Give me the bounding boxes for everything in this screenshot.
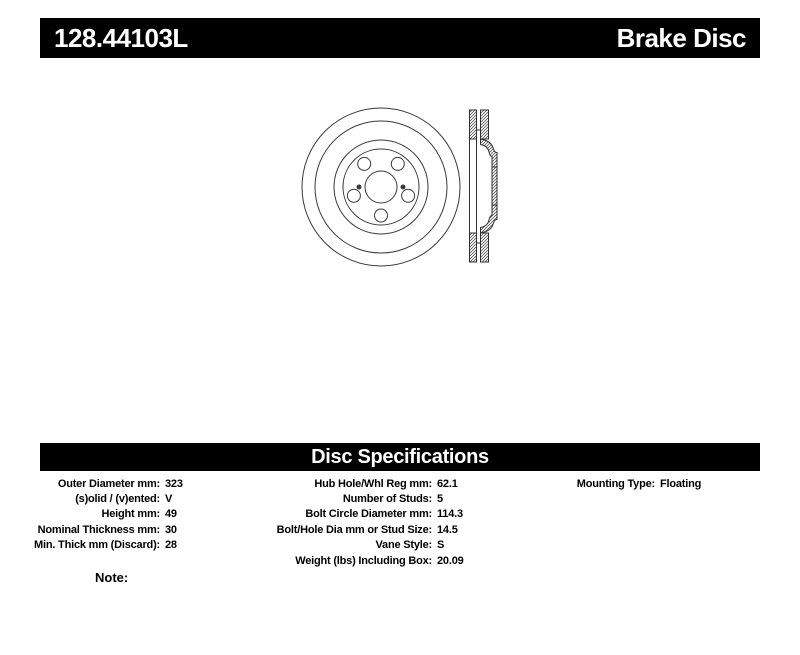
- part-number: 128.44103L: [54, 22, 188, 53]
- spec-label: Mounting Type:: [576, 477, 655, 490]
- spec-label: Vane Style:: [375, 539, 432, 552]
- spec-label: Nominal Thickness mm:: [37, 523, 160, 536]
- stud-hole: [347, 189, 360, 202]
- section-hat-profile: [481, 139, 498, 233]
- spec-value: 323: [165, 477, 183, 490]
- spec-label: Height mm:: [101, 508, 160, 521]
- braking-surface-inner-circle: [315, 121, 447, 253]
- disc-front-view: [302, 108, 460, 266]
- product-type: Brake Disc: [616, 22, 746, 53]
- spec-value: 62.1: [437, 477, 458, 490]
- spec-label: Hub Hole/Whl Reg mm:: [314, 477, 432, 490]
- note-label: Note:: [95, 570, 129, 585]
- spec-label: Bolt Circle Diameter mm:: [305, 508, 432, 521]
- spec-value: 28: [165, 539, 177, 552]
- stud-hole: [375, 209, 388, 222]
- brake-disc-drawing: [0, 58, 800, 438]
- spec-row: [30, 476, 183, 491]
- section-outer-plate-bottom: [470, 233, 477, 262]
- spec-value: 49: [165, 508, 177, 521]
- hub-outer-circle: [334, 140, 428, 234]
- section-inner-plate-top: [481, 110, 489, 139]
- spec-column-right: [545, 476, 701, 491]
- spec-row: [260, 476, 464, 491]
- disc-section-view: [470, 110, 498, 262]
- spec-value: Floating: [660, 477, 702, 490]
- locating-dot: [401, 185, 405, 189]
- spec-section-header: [40, 443, 760, 471]
- spec-value: 5: [437, 493, 443, 506]
- locating-dot: [357, 185, 361, 189]
- spec-column-left: [30, 476, 183, 553]
- spec-label: Bolt/Hole Dia mm or Stud Size:: [276, 523, 432, 536]
- stud-hole: [402, 189, 415, 202]
- spec-row: [30, 491, 183, 506]
- spec-value: 114.3: [437, 508, 463, 521]
- spec-row: [260, 522, 464, 537]
- spec-row: [260, 491, 464, 506]
- section-outer-plate-top: [470, 110, 477, 139]
- spec-column-middle: [260, 476, 464, 568]
- stud-hole: [391, 157, 404, 170]
- spec-label: Outer Diameter mm:: [57, 477, 160, 490]
- spec-row: [30, 507, 183, 522]
- spec-row: [30, 538, 183, 553]
- center-hole: [365, 171, 397, 203]
- spec-value: 30: [165, 523, 177, 536]
- spec-row: [260, 553, 464, 568]
- spec-row: [260, 538, 464, 553]
- stud-hole: [358, 157, 371, 170]
- section-inner-plate-bottom: [481, 233, 489, 262]
- spec-value: S: [437, 539, 445, 552]
- spec-label: Weight (lbs) Including Box:: [295, 554, 432, 567]
- outer-diameter-circle: [302, 108, 460, 266]
- spec-label: Number of Studs:: [342, 493, 432, 506]
- spec-value: V: [165, 493, 173, 506]
- spec-label: (s)olid / (v)ented:: [75, 493, 160, 506]
- spec-section-title: Disc Specifications: [311, 445, 489, 468]
- spec-row: [260, 507, 464, 522]
- section-plate-middle: [470, 139, 477, 233]
- spec-value: 20.09: [437, 554, 464, 567]
- technical-drawing: [0, 58, 800, 438]
- spec-row: [30, 522, 183, 537]
- spec-value: 14.5: [437, 523, 458, 536]
- spec-label: Min. Thick mm (Discard):: [34, 539, 160, 552]
- header-bar: [40, 18, 760, 58]
- hub-inner-circle: [343, 149, 419, 225]
- spec-row: [545, 476, 701, 491]
